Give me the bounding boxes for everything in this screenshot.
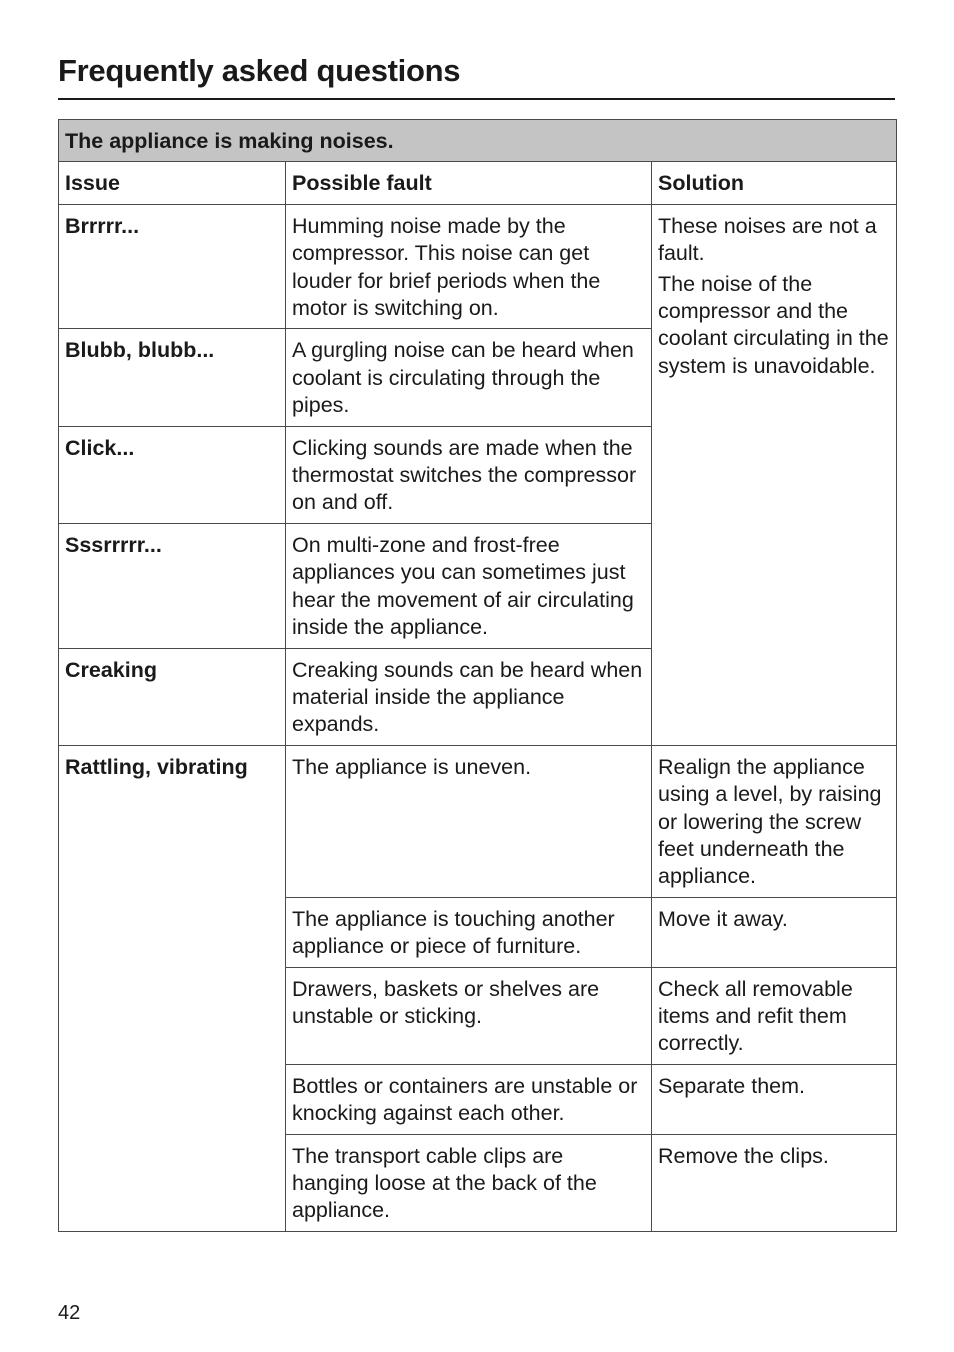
fault-cell: Clicking sounds are made when the thermostat switches the compressor on and off. bbox=[286, 426, 652, 523]
solution-text: The noise of the compressor and the coolant circulating in the system is unavoidable. bbox=[658, 271, 889, 378]
title-divider bbox=[58, 98, 895, 100]
fault-cell: Bottles or containers are unstable or knocking against each other. bbox=[286, 1064, 652, 1134]
fault-cell: The appliance is uneven. bbox=[286, 745, 652, 897]
fault-cell: Creaking sounds can be heard when material inside the appliance expands. bbox=[286, 648, 652, 745]
table-row bbox=[59, 745, 897, 897]
solution-cell: Move it away. bbox=[652, 897, 897, 967]
solution-cell-noises bbox=[652, 204, 897, 745]
column-header-row bbox=[59, 162, 897, 204]
solution-text: These noises are not a fault. bbox=[658, 213, 877, 266]
issue-cell: Brrrrr... bbox=[59, 204, 286, 329]
header-solution: Solution bbox=[652, 162, 897, 204]
solution-cell: Separate them. bbox=[652, 1064, 897, 1134]
header-issue: Issue bbox=[59, 162, 286, 204]
issue-cell-rattling: Rattling, vibrating bbox=[59, 745, 286, 1231]
issue-cell: Sssrrrrr... bbox=[59, 523, 286, 648]
faq-table bbox=[58, 119, 897, 1232]
issue-cell: Creaking bbox=[59, 648, 286, 745]
section-title: The appliance is making noises. bbox=[59, 120, 897, 162]
solution-cell: Realign the appliance using a level, by raising or lowering the screw feet underneath the appliance. bbox=[652, 745, 897, 897]
fault-cell: Drawers, baskets or shelves are unstable or sticking. bbox=[286, 967, 652, 1064]
fault-cell: Humming noise made by the compressor. This noise can get louder for brief periods when the motor is switching on. bbox=[286, 204, 652, 329]
issue-cell: Blubb, blubb... bbox=[59, 329, 286, 426]
fault-cell: The appliance is touching another appliance or piece of furniture. bbox=[286, 897, 652, 967]
header-possible-fault: Possible fault bbox=[286, 162, 652, 204]
solution-cell: Check all removable items and refit them correctly. bbox=[652, 967, 897, 1064]
solution-cell: Remove the clips. bbox=[652, 1134, 897, 1231]
section-header-row bbox=[59, 120, 897, 162]
fault-cell: On multi-zone and frost-free appliances you can sometimes just hear the movement of air circulating inside the appliance. bbox=[286, 523, 652, 648]
page-title: Frequently asked questions bbox=[58, 53, 461, 88]
table-row bbox=[59, 204, 897, 329]
issue-cell: Click... bbox=[59, 426, 286, 523]
fault-cell: A gurgling noise can be heard when coolant is circulating through the pipes. bbox=[286, 329, 652, 426]
fault-cell: The transport cable clips are hanging loose at the back of the appliance. bbox=[286, 1134, 652, 1231]
page-number: 42 bbox=[58, 1302, 81, 1324]
